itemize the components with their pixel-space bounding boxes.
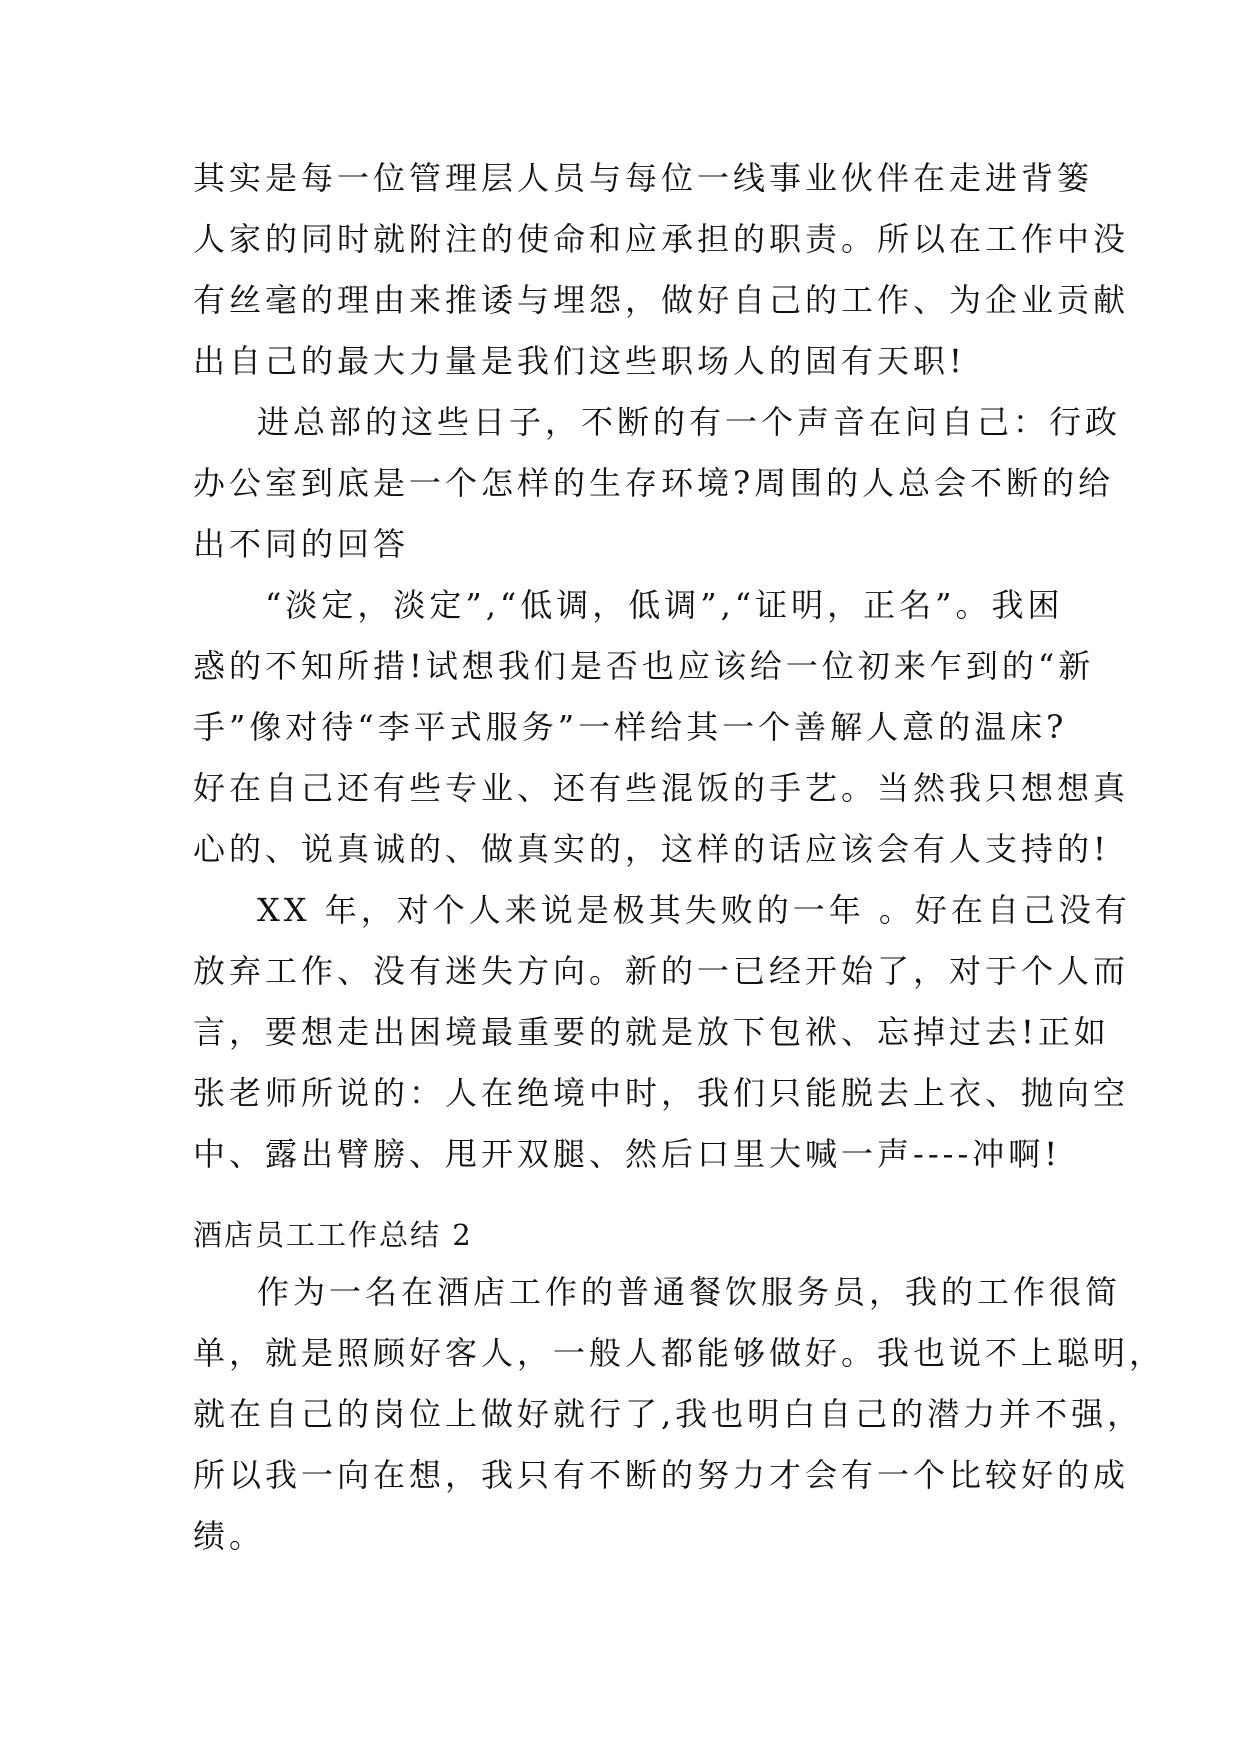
paragraph-line: 办公室到底是一个怎样的生存环境?周围的人总会不断的给	[193, 464, 1115, 502]
paragraph-line: 单，就是照顾好客人，一般人都能够做好。我也说不上聪明，	[193, 1334, 1166, 1372]
paragraph-line: 作为一名在酒店工作的普通餐饮服务员，我的工作很简	[257, 1273, 1122, 1311]
paragraph-line: 手”像对待“李平式服务”一样给其一个善解人意的温床?	[193, 708, 1068, 746]
paragraph-line: 言，要想走出困境最重要的就是放下包袱、忘掉过去!正如	[193, 1013, 1110, 1051]
paragraph-line: XX 年，对个人来说是极其失败的一年 。好在自己没有	[257, 891, 1131, 929]
paragraph-line: 好在自己还有些专业、还有些混饭的手艺。当然我只想想真	[193, 769, 1130, 807]
paragraph-line: 有丝毫的理由来推诿与埋怨，做好自己的工作、为企业贡献	[193, 281, 1130, 319]
paragraph-line: 绩。	[193, 1517, 266, 1555]
paragraph-line: 惑的不知所措!试想我们是否也应该给一位初来乍到的“新	[193, 647, 1095, 685]
paragraph-line: 放弃工作、没有迷失方向。新的一已经开始了，对于个人而	[193, 952, 1130, 990]
paragraph-line: 人家的同时就附注的使命和应承担的职责。所以在工作中没	[193, 220, 1130, 258]
paragraph-line: 张老师所说的：人在绝境中时，我们只能脱去上衣、抛向空	[193, 1074, 1130, 1112]
paragraph-line: 心的、说真诚的、做真实的，这样的话应该会有人支持的!	[193, 830, 1110, 868]
paragraph-line: 出不同的回答	[193, 525, 410, 563]
section-2-body	[193, 1262, 1166, 1567]
paragraph-line: 进总部的这些日子，不断的有一个声音在问自己：行政	[257, 403, 1122, 441]
section-1-body	[193, 148, 1131, 1185]
paragraph-line: 其实是每一位管理层人员与每位一线事业伙伴在走进背篓	[193, 159, 1094, 197]
paragraph-line: 中、露出臂膀、甩开双腿、然后口里大喊一声----冲啊!	[193, 1135, 1062, 1173]
section-heading: 酒店员工工作总结 2	[193, 1218, 473, 1252]
paragraph-line: 就在自己的岗位上做好就行了,我也明白自己的潜力并不强，	[193, 1395, 1144, 1433]
paragraph-line: 所以我一向在想，我只有不断的努力才会有一个比较好的成	[193, 1456, 1130, 1494]
paragraph-line: “淡定，淡定”,“低调，低调”,“证明，正名”。我困	[265, 586, 1064, 624]
paragraph-line: 出自己的最大力量是我们这些职场人的固有天职!	[193, 342, 966, 380]
